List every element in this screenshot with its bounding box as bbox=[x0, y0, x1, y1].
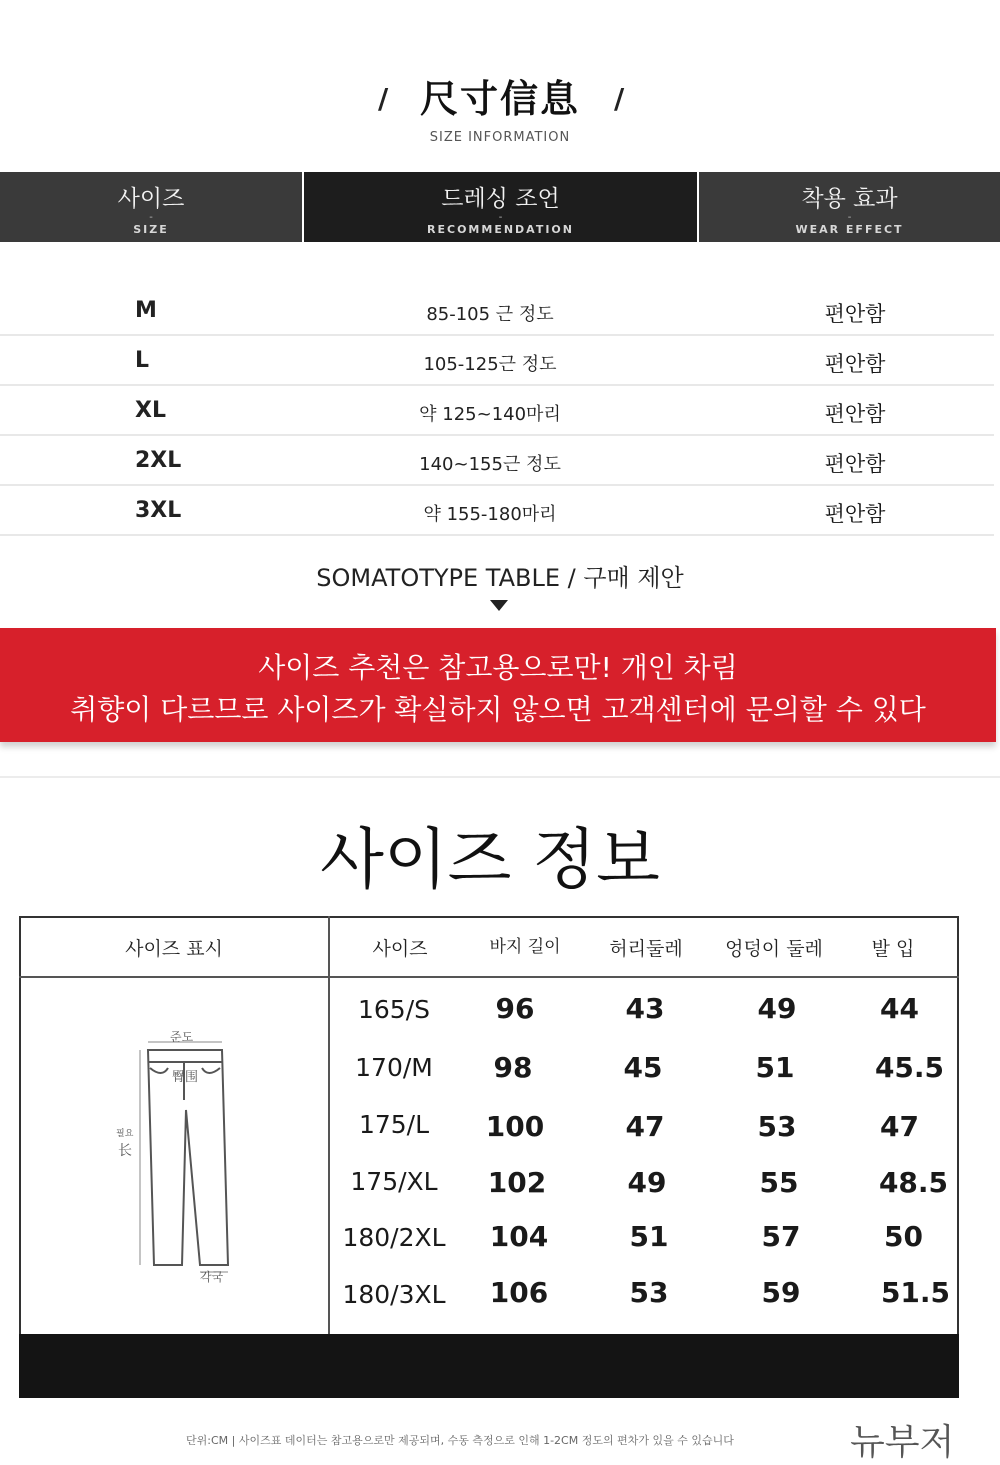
diagram-label-side-small: 필요 bbox=[116, 1129, 134, 1139]
title-slash-right: / bbox=[614, 82, 625, 115]
measure-hip: 51 bbox=[755, 1051, 795, 1084]
measure-length: 98 bbox=[493, 1051, 533, 1084]
brand-watermark: 뉴부저 bbox=[850, 1422, 955, 1463]
diagram-label-top: 준도 bbox=[170, 1030, 194, 1044]
header-waist: 허리둘레 bbox=[609, 938, 683, 960]
column-header-recommendation-ko: 드레싱 조언 bbox=[441, 186, 560, 212]
size-row-size: XL bbox=[135, 398, 166, 423]
measure-waist: 51 bbox=[629, 1220, 669, 1253]
size-row bbox=[0, 486, 1000, 536]
row-divider bbox=[0, 534, 994, 536]
header-size-diagram: 사이즈 표시 bbox=[125, 938, 223, 960]
column-header-effect-en: WEAR EFFECT bbox=[795, 223, 904, 236]
measure-waist: 49 bbox=[627, 1166, 667, 1199]
measure-hem: 44 bbox=[880, 992, 919, 1025]
measure-length: 102 bbox=[487, 1166, 547, 1199]
measure-size: 175/L bbox=[358, 1110, 430, 1139]
measure-length: 96 bbox=[495, 992, 535, 1025]
measure-hip: 53 bbox=[757, 1110, 797, 1143]
header-size: 사이즈 bbox=[372, 938, 428, 960]
size-row-recommendation: 약 125~140마리 bbox=[419, 404, 561, 425]
column-header-effect-dash: - bbox=[847, 212, 852, 223]
column-header-size-ko: 사이즈 bbox=[117, 186, 185, 212]
size-row bbox=[0, 336, 1000, 386]
measure-length: 104 bbox=[489, 1220, 549, 1253]
column-header-size-en: SIZE bbox=[133, 223, 169, 236]
header-hem: 발 입 bbox=[871, 938, 915, 960]
measure-length: 106 bbox=[489, 1276, 549, 1309]
measure-hem: 51.5 bbox=[880, 1276, 951, 1309]
pants-pocket-left bbox=[150, 1068, 168, 1073]
measure-waist: 45 bbox=[623, 1051, 663, 1084]
column-header-effect-ko: 착용 효과 bbox=[801, 186, 898, 212]
measure-hip: 49 bbox=[757, 992, 797, 1025]
measure-hem: 48.5 bbox=[878, 1166, 949, 1199]
somatotype-heading: SOMATOTYPE TABLE / 구매 제안 bbox=[316, 564, 684, 592]
measure-size: 180/3XL bbox=[342, 1280, 446, 1309]
size-info-title: 사이즈 정보 bbox=[320, 821, 660, 898]
diagram-label-hip: 臀围 bbox=[172, 1070, 199, 1085]
diagram-label-side: 长 bbox=[118, 1143, 132, 1159]
size-row-effect: 편안함 bbox=[824, 502, 886, 526]
size-row-effect: 편안함 bbox=[824, 302, 886, 326]
measure-hem: 47 bbox=[880, 1110, 919, 1143]
measure-hip: 57 bbox=[761, 1220, 801, 1253]
size-row bbox=[0, 386, 1000, 436]
measure-size: 180/2XL bbox=[342, 1223, 446, 1252]
header-length: 바지 길이 bbox=[489, 937, 561, 957]
pants-pocket-right bbox=[202, 1068, 220, 1073]
measure-size: 170/M bbox=[355, 1053, 433, 1082]
measure-hip: 59 bbox=[761, 1276, 801, 1309]
table-divider-vertical bbox=[328, 916, 330, 1334]
title-slash-left: / bbox=[378, 82, 389, 115]
measure-waist: 47 bbox=[625, 1110, 665, 1143]
table-footer-bar bbox=[19, 1334, 959, 1398]
measure-waist: 43 bbox=[625, 992, 665, 1025]
column-header-recommendation-dash: - bbox=[498, 212, 503, 223]
pants-diagram bbox=[110, 1020, 260, 1300]
notice-line-2: 취향이 다르므로 사이즈가 확실하지 않으면 고객센터에 문의할 수 있다 bbox=[70, 693, 926, 726]
measure-waist: 53 bbox=[629, 1276, 669, 1309]
down-arrow-icon bbox=[490, 600, 508, 611]
size-row-size: 2XL bbox=[135, 448, 182, 473]
column-header-recommendation bbox=[304, 172, 697, 242]
measure-length: 100 bbox=[485, 1110, 545, 1143]
measure-hem: 50 bbox=[884, 1220, 923, 1253]
measure-hip: 55 bbox=[759, 1166, 799, 1199]
column-header-size-dash: - bbox=[149, 212, 153, 223]
page-subtitle: SIZE INFORMATION bbox=[429, 130, 571, 145]
header-hip: 엉덩이 둘레 bbox=[725, 938, 823, 960]
size-row-effect: 편안함 bbox=[824, 452, 886, 476]
section-divider bbox=[0, 776, 1000, 778]
notice-line-1: 사이즈 추천은 참고용으로만! 개인 차림 bbox=[258, 651, 738, 684]
size-row-recommendation: 105-125근 정도 bbox=[423, 354, 557, 375]
size-row-size: 3XL bbox=[135, 498, 182, 523]
measure-size: 175/XL bbox=[350, 1167, 438, 1196]
footnote: 단위:CM | 사이즈표 데이터는 참고용으로만 제공되며, 수동 측정으로 인해 1-2CM 정도의 편차가 있을 수 있습니다 bbox=[186, 1434, 734, 1447]
measure-hem: 45.5 bbox=[874, 1051, 945, 1084]
column-header-recommendation-en: RECOMMENDATION bbox=[427, 223, 574, 236]
size-row-size: L bbox=[135, 348, 150, 373]
column-header-size bbox=[0, 172, 302, 242]
notice-banner bbox=[0, 628, 996, 742]
size-row-recommendation: 약 155-180마리 bbox=[423, 504, 557, 525]
size-row-effect: 편안함 bbox=[824, 402, 886, 426]
size-row-size: M bbox=[135, 298, 157, 323]
size-row-recommendation: 85-105 근 정도 bbox=[426, 304, 554, 325]
size-row-recommendation: 140~155근 정도 bbox=[419, 454, 561, 475]
column-header-effect bbox=[699, 172, 1000, 242]
table-divider-horizontal bbox=[19, 976, 959, 978]
diagram-label-bottom: 각국 bbox=[200, 1270, 224, 1284]
size-row bbox=[0, 436, 1000, 486]
size-row bbox=[0, 286, 1000, 336]
size-row-effect: 편안함 bbox=[824, 352, 886, 376]
page-title: 尺寸信息 bbox=[419, 77, 580, 121]
measure-size: 165/S bbox=[357, 995, 430, 1024]
